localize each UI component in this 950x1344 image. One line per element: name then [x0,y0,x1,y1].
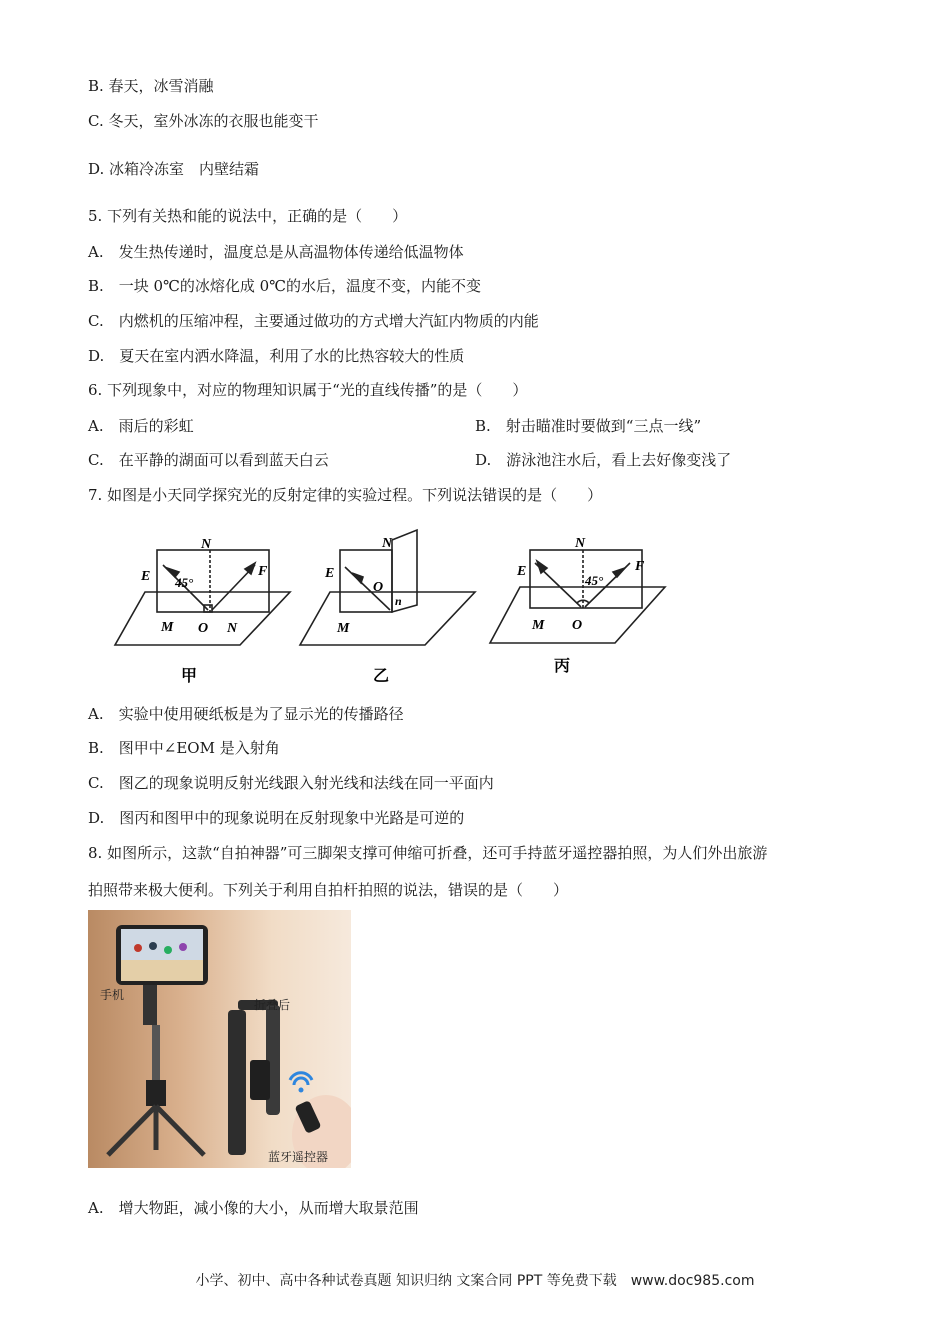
option-text: A. 实验中使用硬纸板是为了显示光的传播路径 [88,705,404,723]
label-n: N [201,537,212,552]
option-text: C. 图乙的现象说明反射光线跟入射光线和法线在同一平面内 [88,774,494,792]
question-5: 5. 下列有关热和能的说法中，正确的是（ ） [88,207,408,225]
label-o: O [572,618,583,633]
selfie-stick-photo [88,910,351,1168]
caption-yi: 乙 [373,668,390,685]
question-6: 6. 下列现象中，对应的物理知识属于“光的直线传播”的是（ ） [88,381,528,399]
question-8: 8. 如图所示，这款“自拍神器”可三脚架支撑可伸缩可折叠，还可手持蓝牙遥控器拍照，为人们外出旅游 [88,844,768,862]
option-text: A. 雨后的彩虹 [88,417,194,435]
page-footer: 小学、初中、高中各种试卷真题 知识归纳 文案合同 PPT 等免费下载 www.doc985.com [195,1273,755,1289]
option-text: C. 冬天，室外冰冻的衣服也能变干 [88,112,319,130]
label-e: E [325,566,335,581]
reflection-experiment-figure [105,525,685,690]
label-e: E [141,569,151,584]
option-text: A. 增大物距，减小像的大小，从而增大取景范围 [88,1199,419,1217]
label-m: M [337,621,350,636]
option-text: C. 内燃机的压缩冲程，主要通过做功的方式增大汽缸内物质的内能 [88,312,539,330]
option-text: D. 图丙和图甲中的现象说明在反射现象中光路是可逆的 [88,809,465,827]
folded-label: 折叠后 [254,998,291,1012]
label-m: M [161,620,174,635]
label-n: N [575,536,586,551]
question-8-cont: 拍照带来极大便利。下列关于利用自拍杆拍照的说法，错误的是（ ） [88,881,569,899]
caption-bing: 丙 [554,658,571,675]
label-o: O [198,621,209,636]
label-o: O [373,580,384,595]
option-text: B. 一块 0℃的冰熔化成 0℃的水后，温度不变，内能不变 [88,277,481,295]
label-e: E [517,564,527,579]
label-n2: N [227,621,238,636]
label-n: N [382,536,393,551]
option-text: C. 在平静的湖面可以看到蓝天白云 [88,451,329,469]
option-text: B. 图甲中∠EOM 是入射角 [88,739,280,757]
caption-jia: 甲 [181,668,198,685]
option-text: D. 游泳池注水后，看上去好像变浅了 [475,451,732,469]
option-text: B. 射击瞄准时要做到“三点一线” [475,417,702,435]
option-text: D. 冰箱冷冻室 内壁结霜 [88,160,260,178]
label-f: F [258,564,268,579]
angle-label: 45° [585,573,604,588]
option-text: B. 春天，冰雪消融 [88,77,214,95]
label-m: M [532,618,545,633]
phone-label: 手机 [100,988,125,1002]
remote-label: 蓝牙遥控器 [268,1150,329,1164]
label-n-small: n [395,594,402,608]
angle-label: 45° [175,575,194,590]
question-7: 7. 如图是小天同学探究光的反射定律的实验过程。下列说法错误的是（ ） [88,486,603,504]
option-text: D. 夏天在室内洒水降温，利用了水的比热容较大的性质 [88,347,465,365]
option-text: A. 发生热传递时，温度总是从高温物体传递给低温物体 [88,243,464,261]
label-f: F [635,559,645,574]
